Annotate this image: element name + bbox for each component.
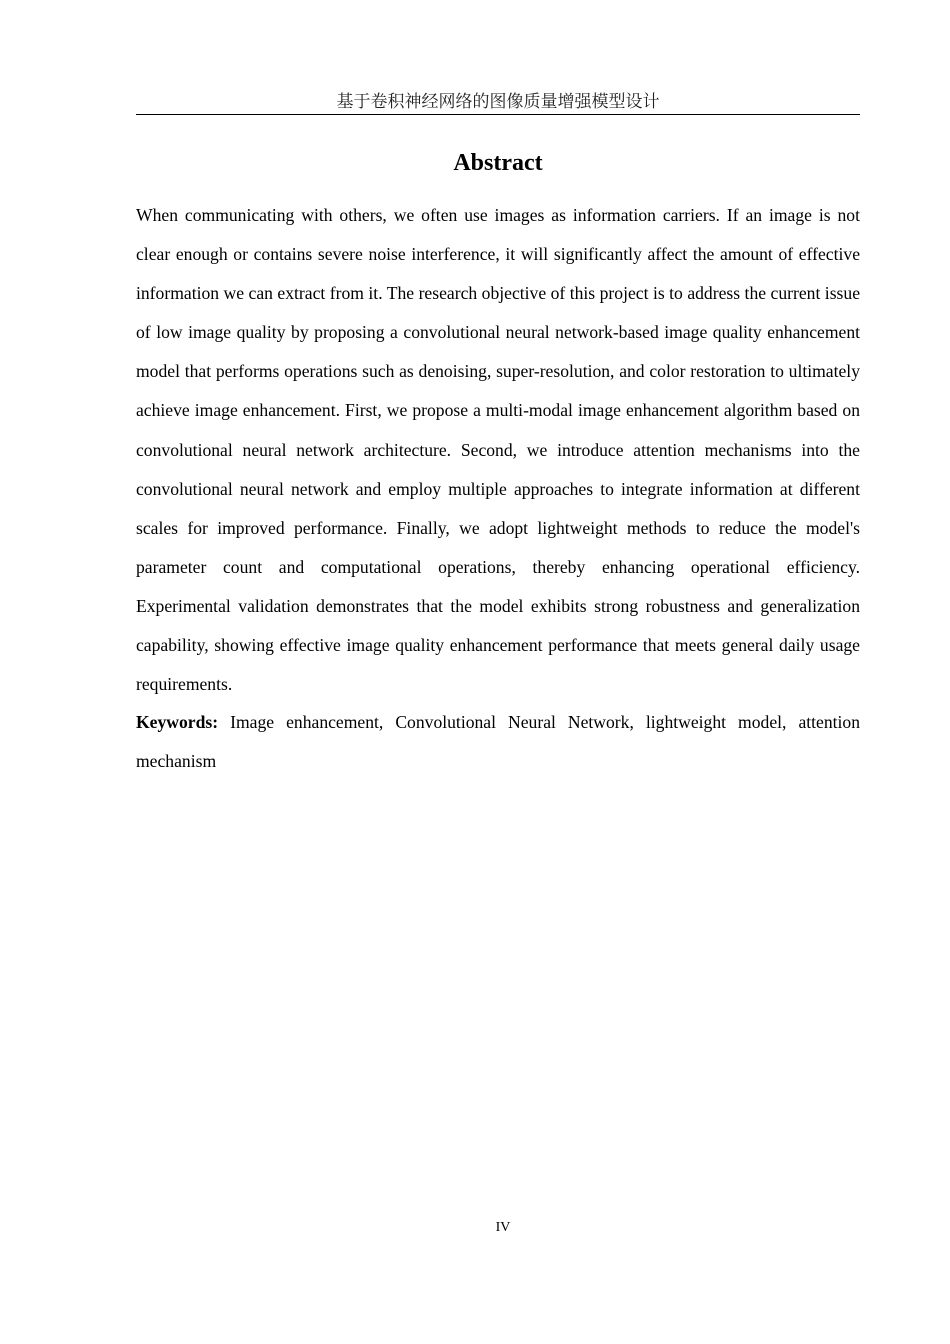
running-header-title: 基于卷积神经网络的图像质量增强模型设计 [336, 92, 660, 112]
keywords-line [136, 703, 860, 781]
abstract-body-paragraph: When communicating with others, we often use images as information carriers. If an image is not clear enough or contains severe noise interference, it will significantly affect the amount of effective information we can extract from it. The research objective of this project is to address the current issue of low image quality by proposing a convolutional neural network-based image quality enhancement model that performs operations such as denoising, super-resolution, and color restoration to ultimately achieve image enhancement. First, we propose a multi-modal image enhancement algorithm based on convolutional neural network architecture. Second, we introduce attention mechanisms into the convolutional neural network and employ multiple approaches to integrate information at different scales for improved performance. Finally, we adopt lightweight methods to reduce the model's parameter count and computational operations, thereby enhancing operational efficiency. Experimental validation demonstrates that the model exhibits strong robustness and generalization capability, showing effective image quality enhancement performance that meets general daily usage requirements. [136, 205, 860, 695]
abstract-heading: Abstract [453, 150, 543, 176]
page-number: IV [495, 1220, 511, 1235]
keywords-label: Keywords: [136, 712, 219, 732]
keywords-text: Image enhancement, Convolutional Neural Network, lightweight model, attention mechanism [136, 712, 861, 772]
header-divider [136, 114, 860, 115]
